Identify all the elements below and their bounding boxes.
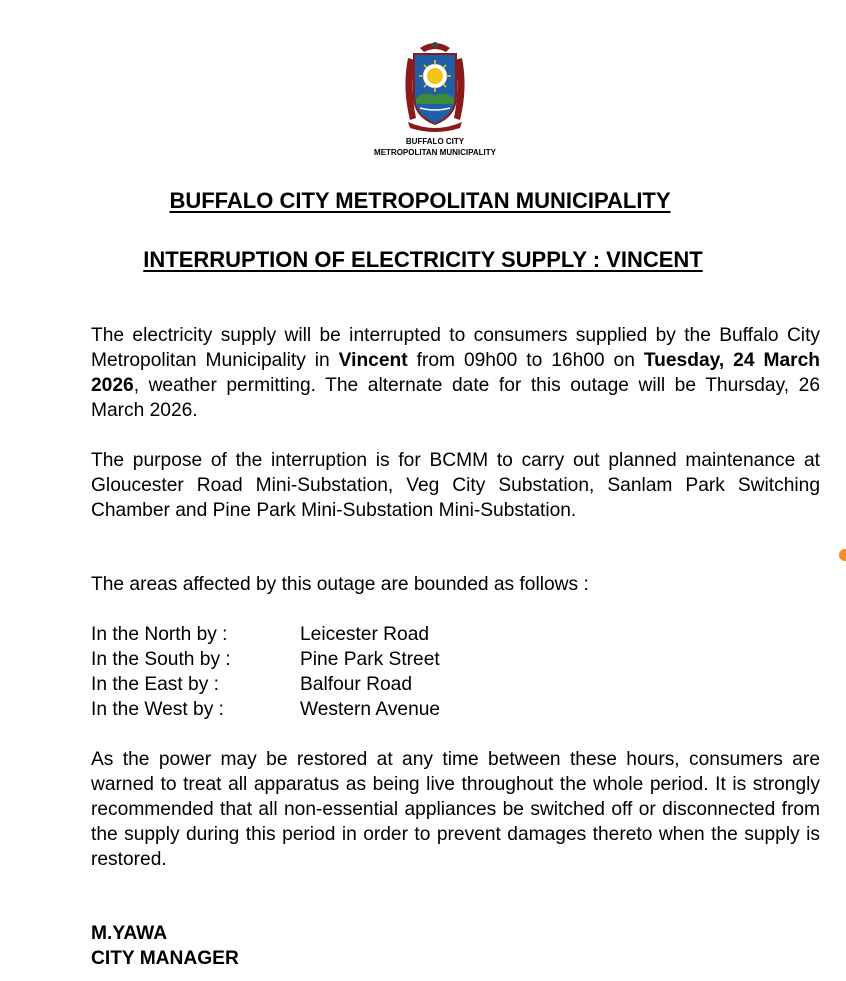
bound-label: In the East by : [91, 674, 219, 695]
bound-row-north [91, 622, 429, 647]
bound-row-south [91, 647, 440, 672]
bound-label: In the South by : [91, 649, 231, 670]
logo-name-line2: METROPOLITAN MUNICIPALITY [374, 148, 496, 157]
signatory-name: M.YAWA [91, 923, 168, 944]
bound-label: In the North by : [91, 624, 228, 645]
affected-area: Vincent [338, 350, 408, 371]
bound-row-west [91, 697, 440, 722]
bound-value: Western Avenue [300, 699, 441, 720]
bound-row-east [91, 672, 412, 697]
notice-paragraph-3: The areas affected by this outage are bounded as follows : [91, 574, 589, 595]
notice-paragraph-2: The purpose of the interruption is for BCMM to carry out planned maintenance at Gloucester Road Mini-Substation, Veg City Substation, Sanlam Park Switching Chamber and Pine Park Mini-Substation Mini-Substation. [91, 450, 820, 521]
p1-text-a: The electricity supply will be interrupted to consumers supplied by the Buffalo City Metropolitan Municipality in [91, 325, 820, 371]
organisation-heading: BUFFALO CITY METROPOLITAN MUNICIPALITY [169, 188, 671, 213]
outage-date: Tuesday, 24 March 2026 [91, 350, 820, 396]
orange-marker-dot [839, 549, 846, 561]
logo-name-line1: BUFFALO CITY [405, 137, 465, 146]
municipal-logo [360, 38, 510, 158]
notice-title: INTERRUPTION OF ELECTRICITY SUPPLY : VINCENT [143, 247, 703, 272]
bound-value: Pine Park Street [300, 649, 440, 670]
bound-value: Leicester Road [300, 624, 430, 645]
p1-text-c: , weather permitting. The alternate date for this outage will be Thursday, 26 March 2026. [91, 375, 820, 421]
notice-paragraph-4: As the power may be restored at any time between these hours, consumers are warned to treat all apparatus as being live throughout the whole period. It is strongly recommended that all non-essential appliances be switched off or disconnected from the supply during this period in order to prevent damages thereto when the supply is restored. [91, 749, 820, 870]
bound-value: Balfour Road [300, 674, 412, 695]
signatory-title: CITY MANAGER [91, 948, 239, 969]
notice-paragraph-1 [91, 323, 820, 423]
coat-of-arms-icon [400, 38, 470, 136]
p1-text-b: from 09h00 to 16h00 on [407, 350, 644, 371]
bound-label: In the West by : [91, 699, 224, 720]
